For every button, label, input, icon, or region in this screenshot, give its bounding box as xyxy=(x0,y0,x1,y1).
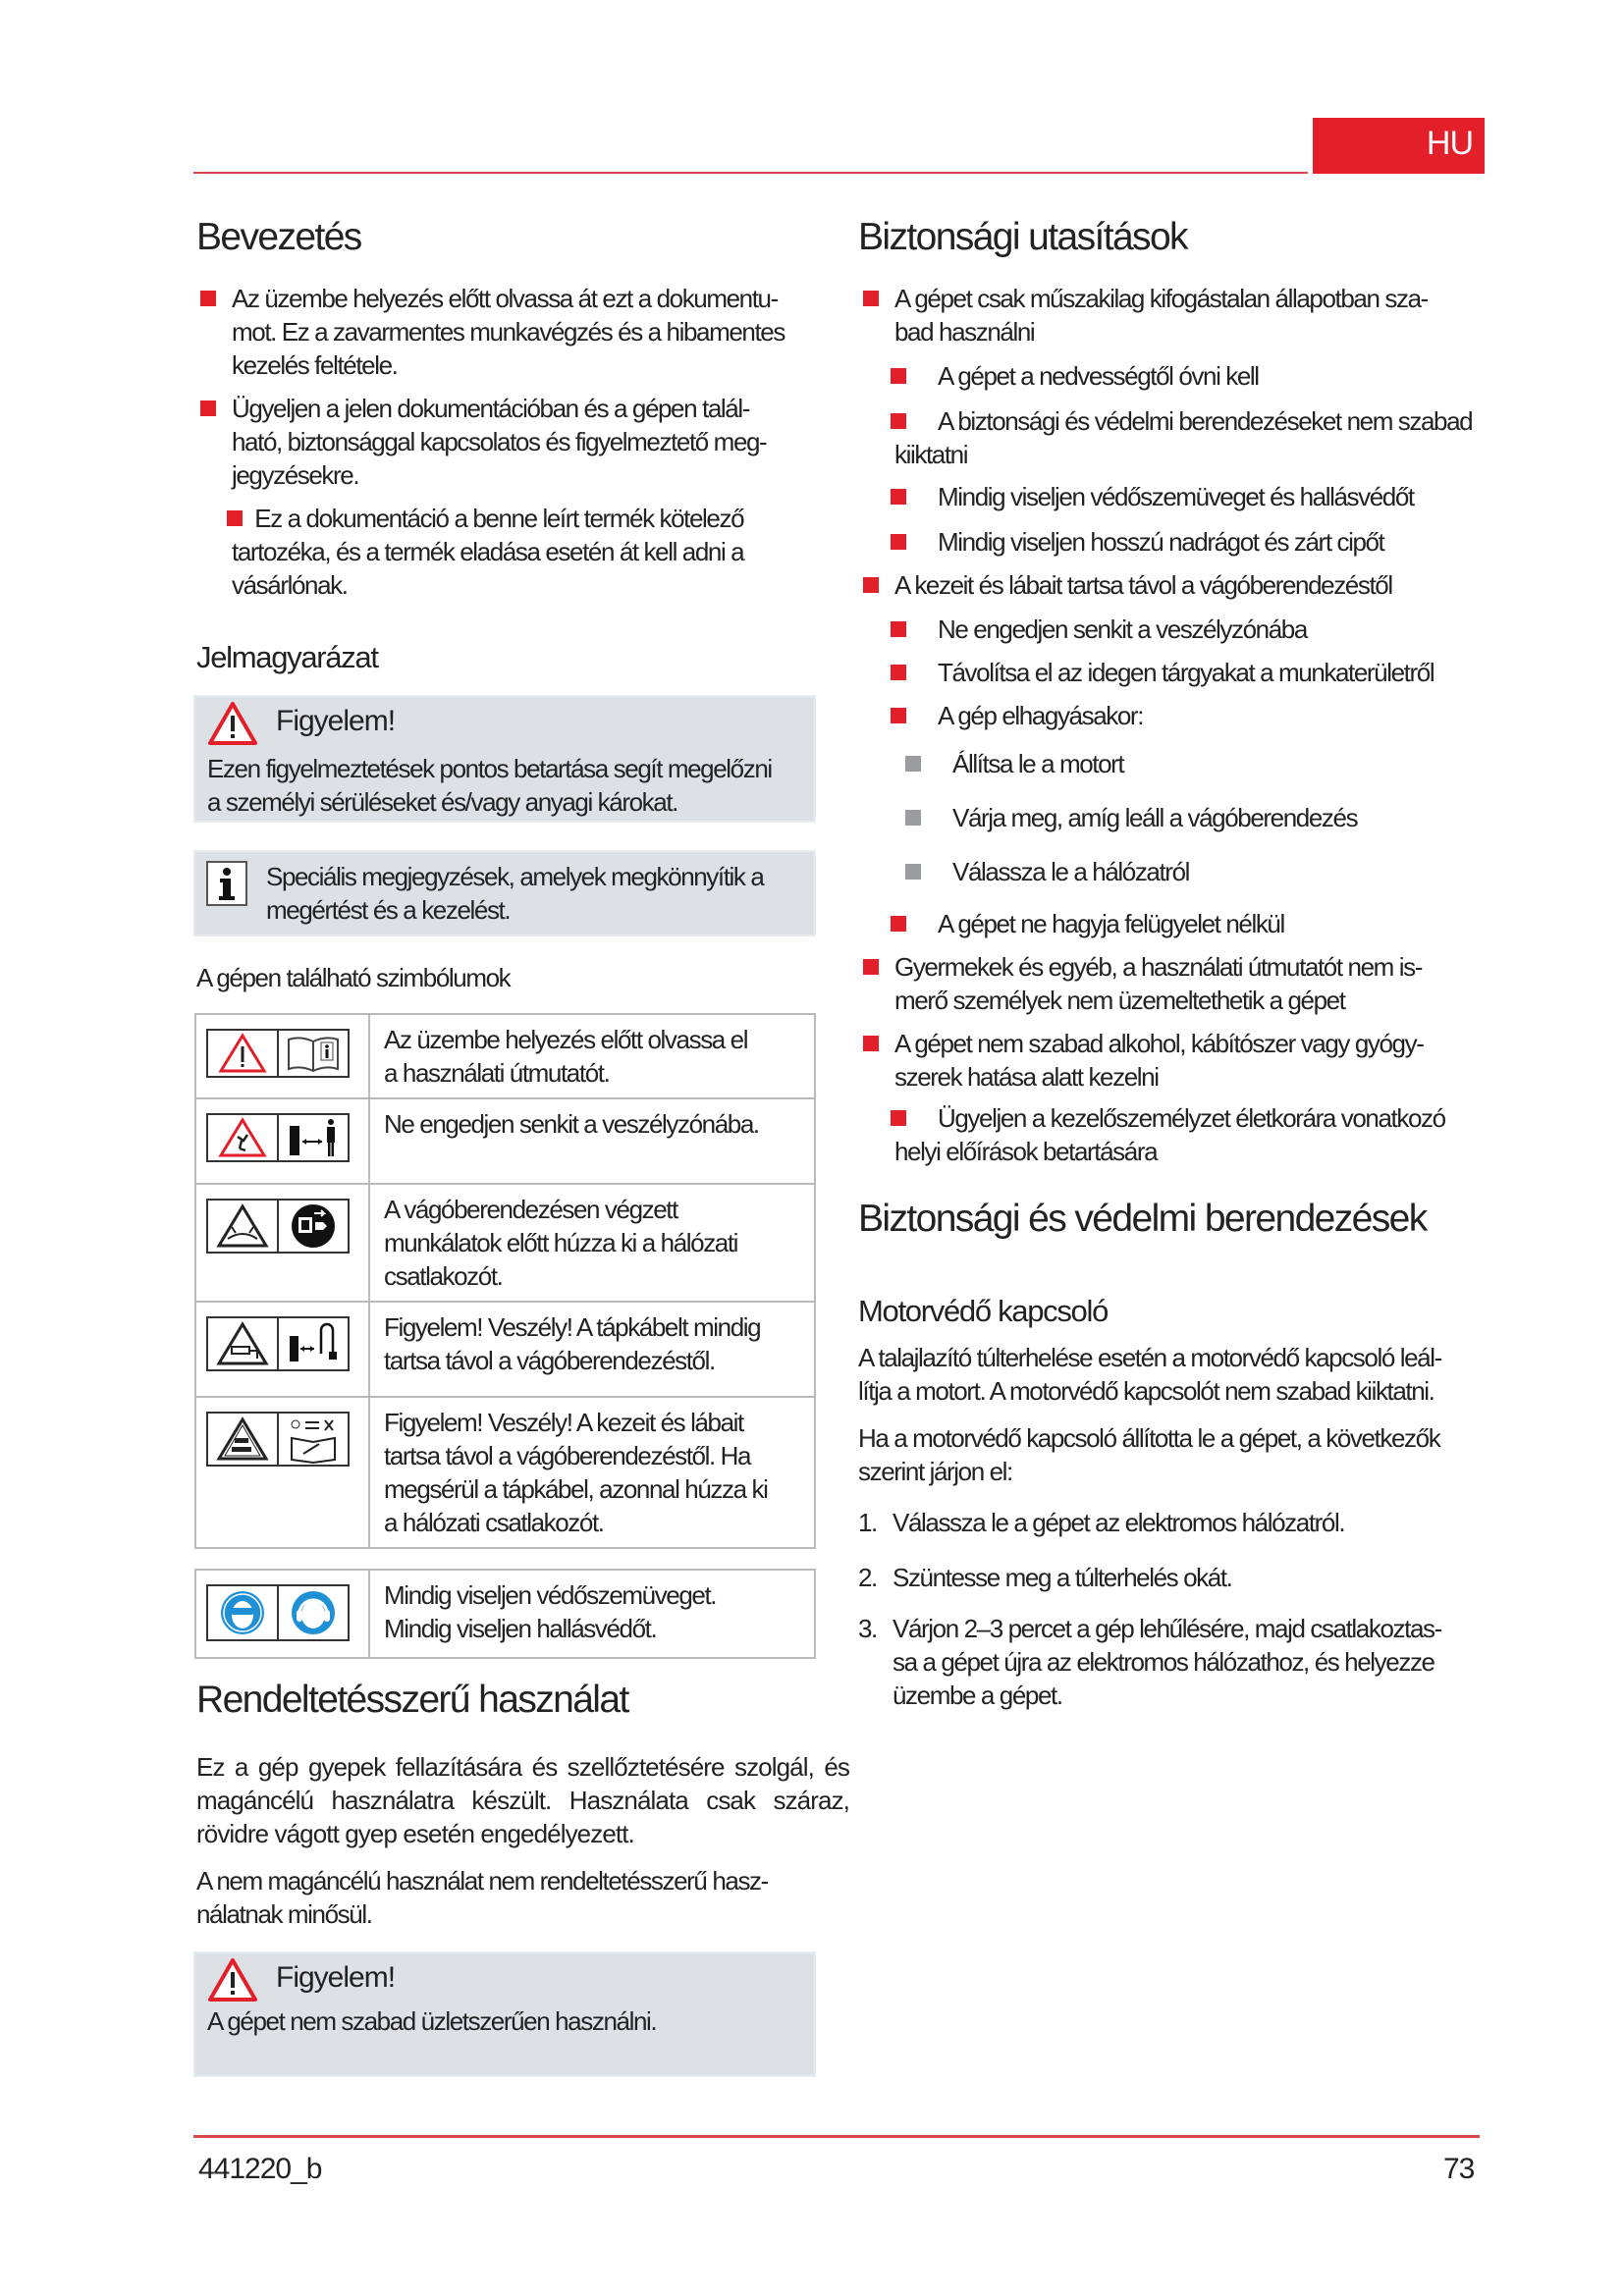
bullet xyxy=(200,400,216,416)
bullet xyxy=(905,756,921,772)
step-number: 1. xyxy=(858,1508,877,1537)
motor-protection-heading: Motorvédő kapcsoló xyxy=(858,1294,1109,1328)
ppe-text: Mindig viseljen védőszemüveget. Mindig viseljen hallásvédőt. xyxy=(369,1570,815,1658)
symbol-text: Figyelem! Veszély! A tápkábelt mindig tartsa távol a vágóberendezéstől. xyxy=(369,1302,815,1397)
step-text: Várjon 2–3 percet a gép lehűlésére, majd csatlakoztas- sa a gépet újra az elektromos hálózathoz, és helyezze üzembe a gépet. xyxy=(893,1614,1441,1710)
safety-item: A gépet ne hagyja felügyelet nélkül xyxy=(938,909,1284,938)
intro-heading: Bevezetés xyxy=(196,216,361,258)
table-row xyxy=(195,1397,815,1548)
language-tab xyxy=(1313,118,1485,174)
ear-protection-icon xyxy=(277,1586,348,1639)
intended-use-paragraph-1: Ez a gép gyepek fellazítására és szellőztetésére szolgál, és magáncélú használatra készült. Használata csak száraz, rövidre vágott gyep esetén engedélyezett. xyxy=(196,1752,849,1848)
table-row xyxy=(195,1570,815,1658)
bullet xyxy=(905,864,921,880)
goggles-icon xyxy=(208,1586,277,1639)
cable-warning-icon xyxy=(208,1318,277,1369)
safety-item: Távolítsa el az idegen tárgyakat a munkaterületről xyxy=(938,658,1435,687)
page-number: 73 xyxy=(1443,2153,1475,2185)
thrown-objects-icon xyxy=(208,1115,277,1160)
legend-heading: Jelmagyarázat xyxy=(196,640,378,674)
safety-item: A gépet csak műszakilag kifogástalan állapotban sza- bad használni xyxy=(894,284,1428,347)
safety-item: Ügyeljen a kezelőszemélyzet életkorára vonatkozó helyi előírások betartására xyxy=(894,1103,1445,1166)
safety-item: Mindig viseljen védőszemüveget és hallásvédőt xyxy=(938,482,1414,511)
intro-item-3: Ez a dokumentáció a benne leírt termék kötelező tartozéka, és a termék eladása esetén át kell adni a vásárlónak. xyxy=(232,504,744,600)
warning-text: Ezen figyelmeztetések pontos betartása segít megelőzni a személyi sérüléseket és/vagy anyagi károkat. xyxy=(207,754,772,817)
safety-heading: Biztonsági utasítások xyxy=(858,216,1187,258)
intro-item-2: Ügyeljen a jelen dokumentációban és a gépen talál- ható, biztonsággal kapcsolatos és figyelmeztető meg- jegyzésekre. xyxy=(232,394,767,490)
info-box xyxy=(193,850,816,936)
bullet xyxy=(200,291,216,306)
intended-use-paragraph-2: A nem magáncélú használat nem rendeltetésszerű hasz- nálatnak minősül. xyxy=(196,1866,768,1929)
symbols-table xyxy=(194,1013,816,1549)
symbol-text: A vágóberendezésen végzett munkálatok előtt húzza ki a hálózati csatlakozót. xyxy=(369,1184,815,1302)
safety-item: A gépet a nedvességtől óvni kell xyxy=(938,361,1259,391)
bullet xyxy=(905,810,921,826)
language-code: HU xyxy=(1426,125,1473,162)
safety-item: A gépet nem szabad alkohol, kábítószer vagy gyógy- szerek hatása alatt kezelni xyxy=(894,1029,1424,1092)
intro-item-1: Az üzembe helyezés előtt olvassa át ezt a dokumentu- mot. Ez a zavarmentes munkavégzés és a hibamentes kezelés feltétele. xyxy=(232,284,785,380)
keep-distance-icon xyxy=(277,1115,348,1160)
bullet xyxy=(863,1036,879,1051)
bullet xyxy=(863,291,879,306)
intended-use-heading: Rendeltetésszerű használat xyxy=(196,1679,628,1721)
motor-paragraph-1: A talajlazító túlterhelése esetén a motorvédő kapcsoló leál- lítja a motort. A motorvédő kapcsolót nem szabad kiiktatni. xyxy=(858,1343,1441,1406)
table-row xyxy=(195,1014,815,1098)
step-number: 2. xyxy=(858,1563,877,1592)
safety-item: Válassza le a hálózatról xyxy=(952,857,1189,886)
safety-item: Gyermekek és egyéb, a használati útmutatót nem is- merő személyek nem üzemeltethetik a gépet xyxy=(894,952,1422,1015)
warning-box xyxy=(193,695,816,823)
info-text: Speciális megjegyzések, amelyek megkönnyítik a megértést és a kezelést. xyxy=(266,862,764,925)
step-text: Válassza le a gépet az elektromos hálózatról. xyxy=(893,1508,1345,1537)
blade-warning-icon xyxy=(208,1201,277,1252)
warning-icon xyxy=(207,1957,258,2002)
symbols-heading: A gépen található szimbólumok xyxy=(196,963,511,992)
symbol-text: Ne engedjen senkit a veszélyzónába. xyxy=(369,1098,815,1184)
safety-item: Várja meg, amíg leáll a vágóberendezés xyxy=(952,803,1358,832)
safety-item: Mindig viseljen hosszú nadrágot és zárt cipőt xyxy=(938,527,1384,557)
warning-icon xyxy=(207,701,258,746)
bullet xyxy=(863,959,879,975)
warning-title: Figyelem! xyxy=(276,705,396,737)
motor-paragraph-2: Ha a motorvédő kapcsoló állította le a gépet, a következők szerint járjon el: xyxy=(858,1423,1440,1486)
table-row xyxy=(195,1098,815,1184)
use-warning-box xyxy=(193,1951,816,2077)
safety-item: A biztonsági és védelmi berendezéseket nem szabad kiiktatni xyxy=(894,406,1473,469)
safety-item: Állítsa le a motort xyxy=(952,749,1124,778)
safety-item: A kezeit és lábait tartsa távol a vágóberendezéstől xyxy=(894,570,1392,600)
use-warning-title: Figyelem! xyxy=(276,1961,396,1994)
safety-item: A gép elhagyásakor: xyxy=(938,701,1144,730)
table-row xyxy=(195,1184,815,1302)
unplug-icon xyxy=(277,1201,348,1252)
ppe-table xyxy=(194,1569,816,1659)
footer-rule xyxy=(193,2135,1480,2138)
maintenance-manual-icon xyxy=(277,1414,348,1465)
use-warning-text: A gépet nem szabad üzletszerűen használni. xyxy=(207,2006,657,2036)
symbol-text: Az üzembe helyezés előtt olvassa el a használati útmutatót. xyxy=(369,1014,815,1098)
protective-devices-heading: Biztonsági és védelmi berendezések xyxy=(858,1198,1427,1240)
bullet xyxy=(863,577,879,593)
document-id: 441220_b xyxy=(198,2153,322,2185)
step-number: 3. xyxy=(858,1614,877,1643)
hands-feet-warning-icon xyxy=(208,1414,277,1465)
warning-icon xyxy=(208,1031,277,1076)
info-icon xyxy=(205,860,248,907)
header-rule xyxy=(193,172,1308,174)
manual-info-icon xyxy=(277,1031,348,1076)
table-row xyxy=(195,1302,815,1397)
cable-distance-icon xyxy=(277,1318,348,1369)
step-text: Szüntesse meg a túlterhelés okát. xyxy=(893,1563,1232,1592)
safety-item: Ne engedjen senkit a veszélyzónába xyxy=(938,614,1307,644)
symbol-text: Figyelem! Veszély! A kezeit és lábait tartsa távol a vágóberendezéstől. Ha megsérül a tápkábel, azonnal húzza ki a hálózati csatlakozót. xyxy=(369,1397,815,1548)
